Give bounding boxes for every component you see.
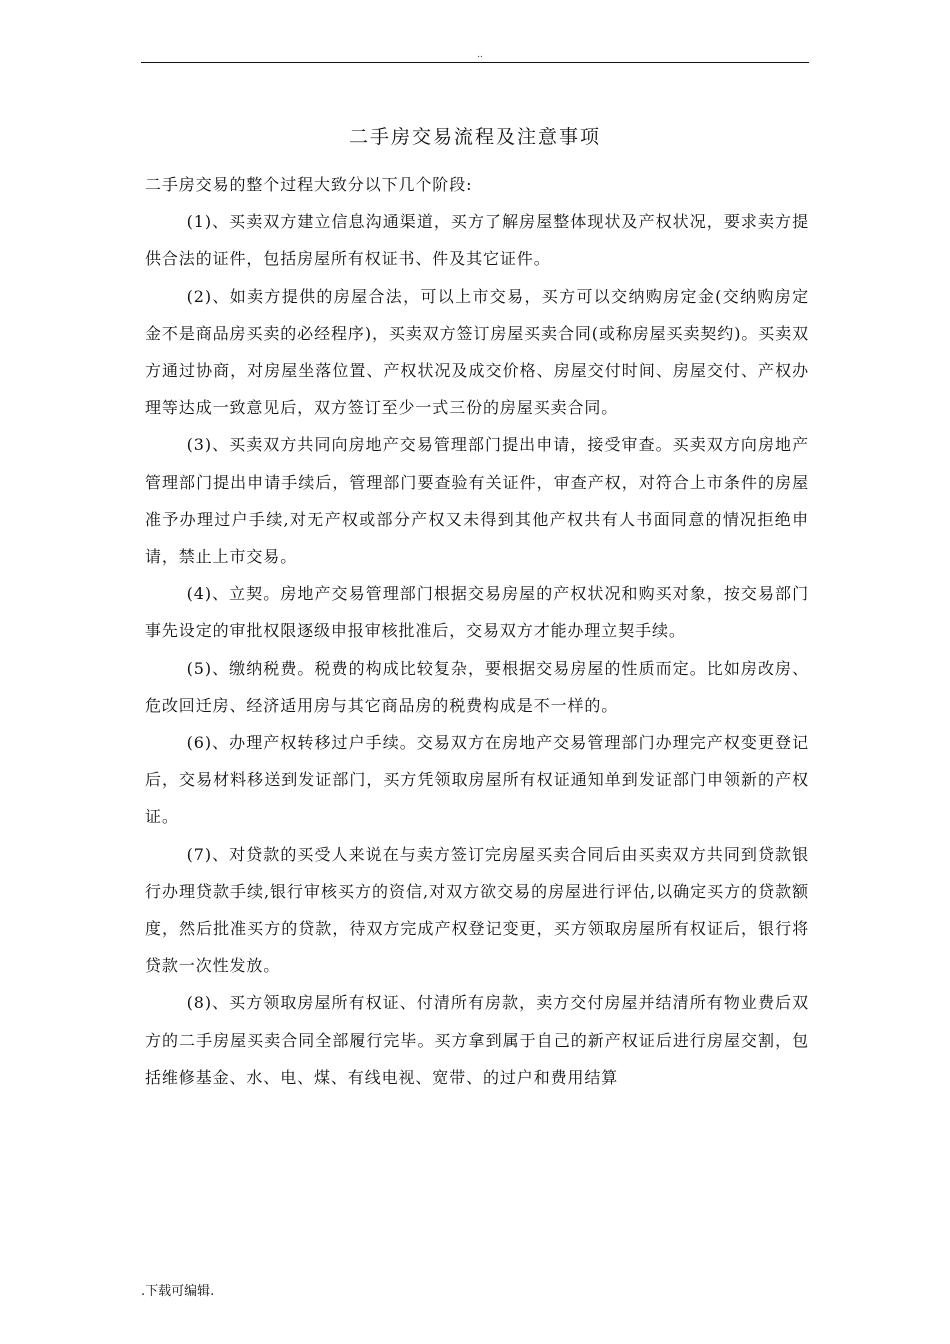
step-paragraph-4: (4)、立契。房地产交易管理部门根据交易房屋的产权状况和购买对象，按交易部门事先设定的审批权限逐级申报审核批准后，交易双方才能办理立契手续。: [145, 584, 809, 641]
step-paragraph-5: (5)、缴纳税费。税费的构成比较复杂，要根据交易房屋的性质而定。比如房改房、危改回迁房、经济适用房与其它商品房的税费构成是不一样的。: [145, 658, 809, 715]
step-paragraph-8: (8)、买方领取房屋所有权证、付清所有房款，卖方交付房屋并结清所有物业费后双方的二手房屋买卖合同全部履行完毕。买方拿到属于自己的新产权证后进行房屋交割，包括维修基金、水、电、煤、有线电视、宽带、的过户和费用结算: [145, 993, 809, 1087]
document-body: [145, 166, 809, 1096]
step-paragraph-2: (2)、如卖方提供的房屋合法，可以上市交易，买方可以交纳购房定金(交纳购房定金不是商品房买卖的必经程序)，买卖双方签订房屋买卖合同(或称房屋买卖契约)。买卖双方通过协商，对房屋坐落位置、产权状况及成交价格、房屋交付时间、房屋交付、产权办理等达成一致意见后，双方签订至少一式三份的房屋买卖合同。: [145, 286, 809, 418]
document-title: 二手房交易流程及注意事项: [348, 126, 601, 148]
header-rule: [141, 62, 809, 63]
intro-paragraph: 二手房交易的整个过程大致分以下几个阶段:: [145, 175, 473, 194]
page-footer-text: .下载可编辑.: [141, 1284, 215, 1299]
step-paragraph-3: (3)、买卖双方共同向房地产交易管理部门提出申请，接受审查。买卖双方向房地产管理部门提出申请手续后，管理部门要查验有关证件，审查产权，对符合上市条件的房屋准予办理过户手续,对无产权或部分产权又未得到其他产权共有人书面同意的情况拒绝申请，禁止上市交易。: [145, 435, 809, 567]
step-paragraph-1: (1)、买卖双方建立信息沟通渠道，买方了解房屋整体现状及产权状况，要求卖方提供合法的证件，包括房屋所有权证书、件及其它证件。: [145, 212, 809, 269]
step-paragraph-7: (7)、对贷款的买受人来说在与卖方签订完房屋买卖合同后由买卖双方共同到贷款银行办理贷款手续,银行审核买方的资信,对双方欲交易的房屋进行评估,以确定买方的贷款额度，然后批准买方的贷款，待双方完成产权登记变更，买方领取房屋所有权证后，银行将贷款一次性发放。: [145, 844, 809, 976]
step-paragraph-6: (6)、办理产权转移过户手续。交易双方在房地产交易管理部门办理完产权变更登记后，交易材料移送到发证部门，买方凭领取房屋所有权证通知单到发证部门申领新的产权证。: [145, 733, 809, 827]
page-header-mark: ..: [477, 50, 483, 60]
